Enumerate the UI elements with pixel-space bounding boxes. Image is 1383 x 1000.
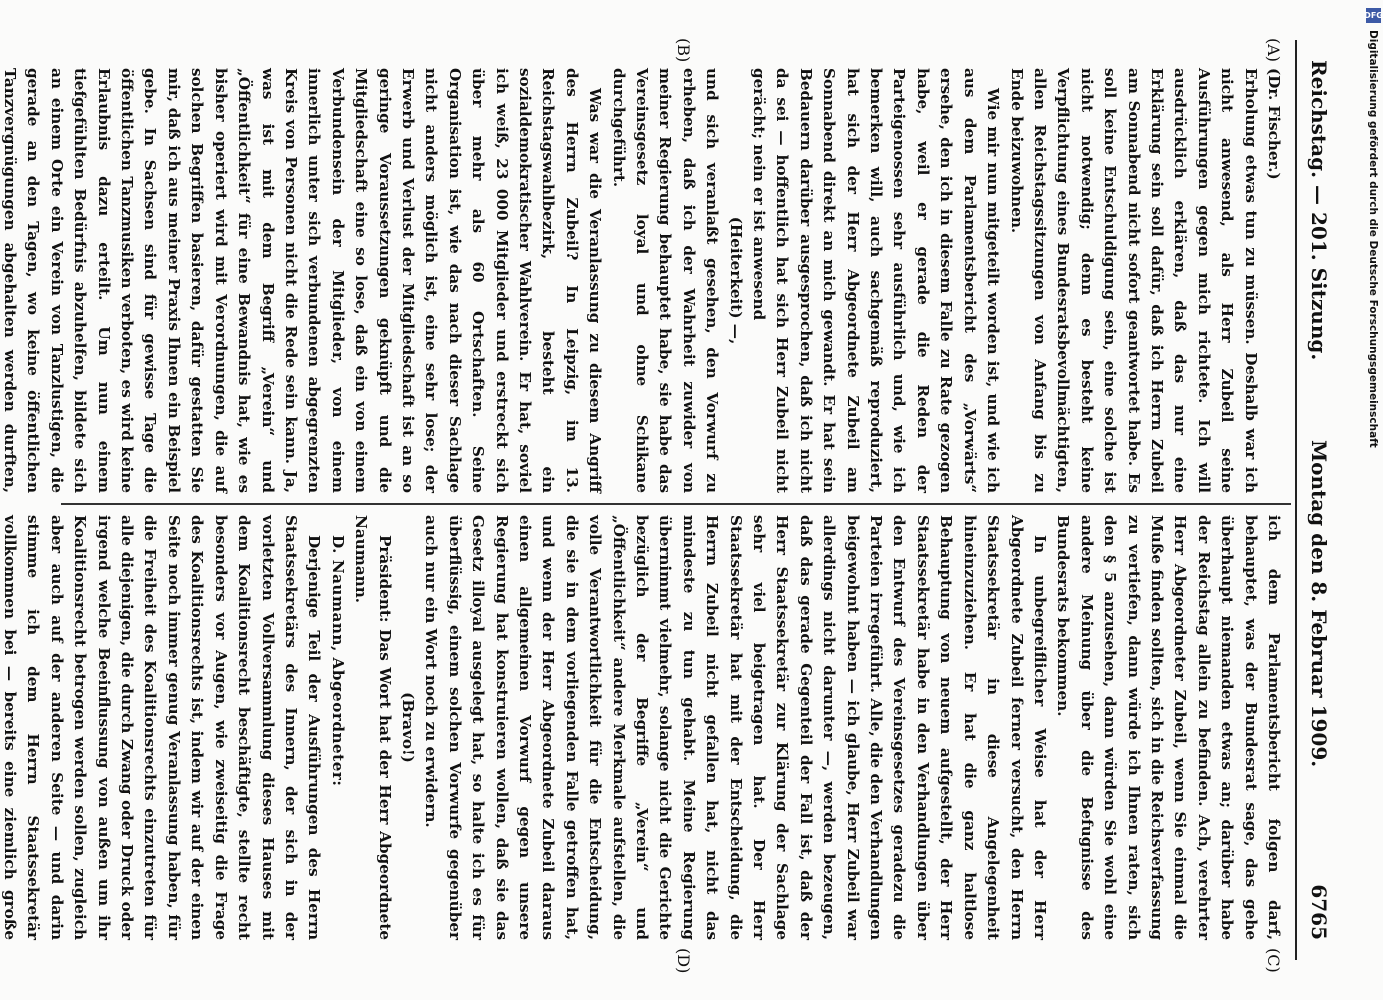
margin-mark-c: (C): [1264, 948, 1283, 973]
dfg-logo-text: DFG: [1364, 11, 1383, 20]
interjection: (Heiterkeit) —,: [726, 216, 745, 345]
credit-text: Digitalisierung gefördert durch die Deutsche Forschungsgemeinschaft: [1367, 30, 1379, 448]
interjection: (Bravo!): [398, 692, 417, 763]
margin-mark-b: (B): [674, 38, 693, 63]
paragraph: Wie mir nun mitgeteilt worden ist, und wie ich aus dem Parlamentsbericht des „Vorwärts“ ersehe, den ich in diesem Falle zu Rate gezogen habe, weil er gerade die Reden der Parteigenossen sehr ausführlich und, wie ich bemerken will, auch sachgemäß reproduziert, hat sich der Herr Abgeordnete Zubeil am Sonnabend direkt an mich gewandt. Er hat sein Bedauern darüber ausgesprochen, daß ich nicht da sei — hoffentlich hat sich Herr Zubeil nicht gerächt; nein er ist anwesend: [750, 68, 1003, 493]
president-line: Präsident: Das Wort hat der Herr Abgeordnete Naumann.: [352, 515, 394, 940]
left-column: [1, 68, 1285, 493]
speaker-tag: (Dr. Fischer.): [1265, 68, 1283, 180]
paragraph: ich dem Parlamentsbericht folgen darf, behauptet, was der Bundesrat sage, das gehe überhaupt niemanden etwas an; darüber habe der Reichstag allein zu befinden. Ach, verehrter Herr Abgeordneter Zubeil, wenn Sie einmal die Muße finden sollten, sich in die Reichsverfassung zu vertiefen, dann würde ich Ihnen raten, sich den § 5 anzusehen, dann würden Sie wohl eine andere Meinung über die Befugnisse des Bundesrats bekommen.: [1054, 515, 1283, 940]
right-column: [1, 515, 1285, 940]
margin-mark-d: (D): [674, 948, 693, 974]
speaker-label: D. Naumann, Abgeordneter:: [328, 535, 347, 787]
column-divider: [61, 503, 1291, 505]
digitization-credit: [1367, 30, 1381, 720]
page-header: [1301, 60, 1331, 940]
paragraph: Derjenige Teil der Ausführungen des Herrn Staatssekretärs des Innern, der sich in der vorletzten Vollversammlung dieses Hauses mit dem Koalitionsrecht beschäftigte, stellte recht besonders vor Augen, wie zweiseitig die Frage des Koalitionsrechts ist, indem wir auf der einen Seite noch immer genug Veranlassung haben, für die Freiheit des Koalitionsrechts einzutreten für alle diejenigen, die durch Zwang oder Druck oder irgend welche Beeinflussung von außen um ihr Koalitionsrecht betrogen werden sollen, zugleich aber auch auf der anderen Seite — und darin stimme ich dem Herrn Staatssekretär vollkommen bei — bereits eine ziemlich große: [1, 515, 324, 940]
header-rule: [1295, 40, 1297, 960]
margin-mark-a: (A): [1264, 38, 1283, 63]
dfg-logo: [1366, 8, 1381, 23]
header-date: Montag den 8. Februar 1909.: [1307, 440, 1331, 768]
paragraph: In unbegreiflicher Weise hat der Herr Abgeordnete Zubeil ferner versucht, den Herrn Staatssekretär in diese Angelegenheit hineinzuziehen. Er hat die ganz haltlose Behauptung von neuem aufgestellt, der Herr Staatssekretär habe in den Verhandlungen über den Entwurf des Vereinsgesetzes geradezu die Parteien irregeführt. Alle, die den Verhandlungen beigewohnt haben — ich glaube, Herr Zubeil war allerdings nicht darunter —, werden bezeugen, daß das gerade Gegenteil der Fall ist, daß der Herr Staatssekretär zur Klärung der Sachlage sehr viel beigetragen hat. Der Herr Staatssekretär hat mit der Entscheidung, die Herrn Zubeil nicht gefallen hat, nicht das mindeste zu tun gehabt. Meine Regierung übernimmt vielmehr, solange nicht die Gerichte bezüglich der Begriffe „Verein“ und „Öffentlichkeit“ andere Merkmale aufstellen, die volle Verantwortlichkeit für die Entscheidung, die sie in dem vorliegenden Falle getroffen hat, und wenn der Herr Abgeordnete Zubeil daraus einen allgemeinen Vorwurf gegen unsere Regierung hat konstruieren wollen, daß sie das Gesetz illoyal ausgelegt hat, so halte ich es für überflüssig, einem solchen Vorwurfe gegenüber auch nur ein Wort noch zu erwidern.: [422, 515, 1049, 940]
paragraph: Erholung etwas tun zu müssen. Deshalb war ich nicht anwesend, als Herr Zubeil seine Ausführungen gegen mich richtete. Ich will ausdrücklich erklären, daß das nur eine Erklärung sein soll dafür, daß ich Herrn Zubeil am Sonnabend nicht sofort geantwortet habe. Es soll keine Entschuldigung sein, eine solche ist nicht notwendig; denn es besteht keine Verpflichtung eines Bundesratsbevollmächtigten, allen Reichstagssitzungen von Anfang bis zu Ende beizuwohnen.: [1007, 68, 1260, 493]
header-title: Reichstag. — 201. Sitzung.: [1307, 60, 1331, 361]
paragraph: und sich veranlaßt gesehen, den Vorwurf zu erheben, daß ich der Wahrheit zuwider von meiner Regierung behauptet habe, sie habe das Vereinsgesetz loyal und ohne Schikane durchgeführt.: [609, 68, 722, 493]
page-number: 6765: [1307, 884, 1331, 940]
paragraph: Was war die Veranlassung zu diesem Angriff des Herrn Zubeil? In Leipzig, im 13. Reichstagswahlbezirk, besteht ein sozialdemokratischer Wahlverein. Er hat, soviel ich weiß, 23 000 Mitglieder und erstreckt sich über mehr als 60 Ortschaften. Seine Organisation ist, wie das nach dieser Sachlage nicht anders möglich ist, eine sehr lose; der Erwerb und Verlust der Mitgliedschaft ist an so geringe Voraussetzungen geknüpft und die Mitgliedschaft eine so lose, daß ein von einem Verbundensein der Mitglieder, von einem innerlich unter sich verbundenen abgegrenzten Kreis von Personen nicht die Rede sein kann. Ja, was ist mit dem Begriff „Verein“ und „Öffentlichkeit“ für eine Bewandnis hat, wie es bisher operiert wird mit Verordnungen, die auf solchen Begriffen basieren, dafür gestatten Sie mir, daß ich aus meiner Praxis Ihnen ein Beispiel gebe. In Sachsen sind für gewisse Tage die öffentlichen Tanzmusiken verboten, es wird keine Erlaubnis dazu erteilt. Um nun einem tiefgefühlten Bedürfnis abzuhelfen, bildete sich an einem Orte ein Verein von Tanzlustigen, die gerade an den Tagen, wo keine öffentlichen Tanzvergnügungen abgehalten werden durften,: [1, 68, 605, 493]
